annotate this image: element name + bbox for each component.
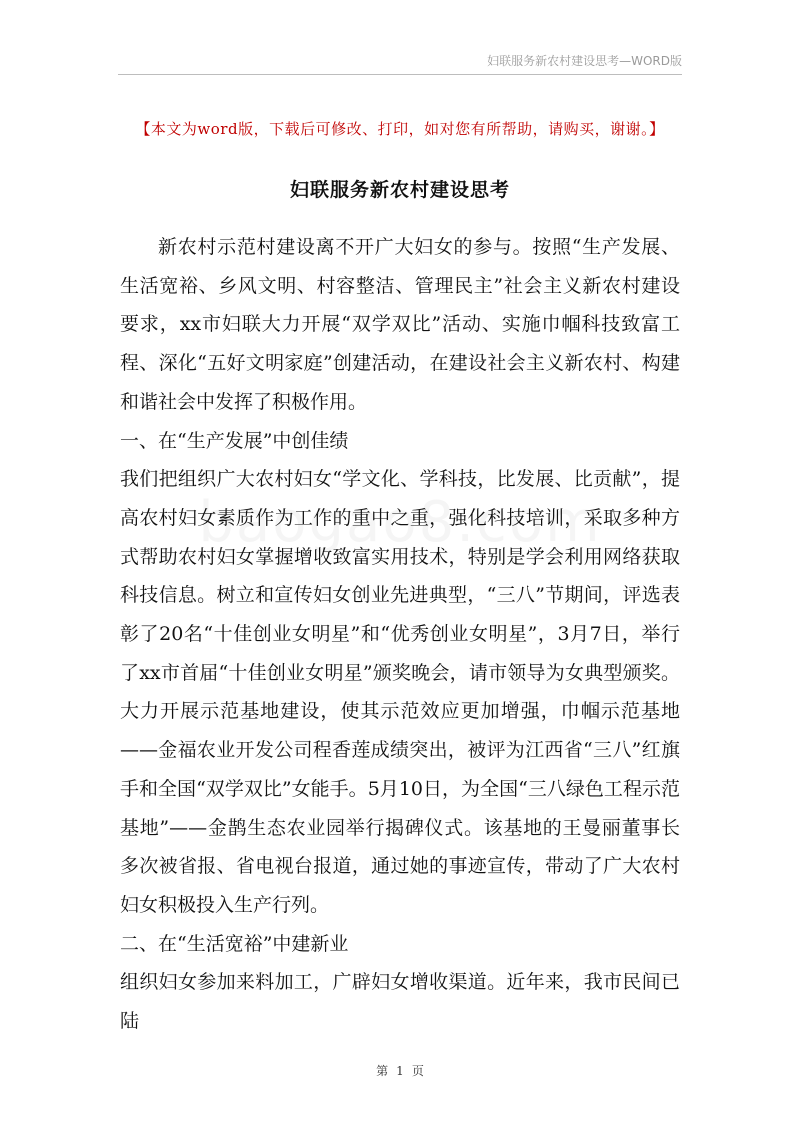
document-body — [120, 228, 680, 1041]
paragraph-section-2: 组织妇女参加来料加工，广辟妇女增收渠道。近年来，我市民间已陆 — [120, 971, 680, 1033]
paragraph-section-1: 我们把组织广大农村妇女“学文化、学科技，比发展、比贡献”，提高农村妇女素质作为工作的重中之重，强化科技培训，采取多种方式帮助农村妇女掌握增收致富实用技术，特别是学会利用网络获取科技信息。树立和宣传妇女创业先进典型，“三八”节期间，评选表彰了20名“十佳创业女明星”和“优秀创业女明星”，3月7日，举行了xx市首届“十佳创业女明星”颁奖晚会，请市领导为女典型颁奖。大力开展示范基地建设，使其示范效应更加增强，巾帼示范基地——金福农业开发公司程香莲成绩突出，被评为江西省“三八”红旗手和全国“双学双比”女能手。5月10日，为全国“三八绿色工程示范基地”——金鹊生态农业园举行揭碑仪式。该基地的王曼丽董事长多次被省报、省电视台报道，通过她的事迹宣传，带动了广大农村妇女积极投入生产行列。 — [120, 468, 680, 916]
document-title: 妇联服务新农村建设思考 — [289, 179, 510, 201]
header-divider — [118, 74, 682, 75]
page-footer — [0, 1062, 800, 1079]
section-heading-2: 二、在“生活宽裕”中建新业 — [120, 932, 349, 955]
paragraph-intro: 新农村示范村建设离不开广大妇女的参与。按照“生产发展、生活宽裕、乡风文明、村容整洁、管理民主”社会主义新农村建设要求，xx市妇联大力开展“双学双比”活动、实施巾帼科技致富工程、深化“五好文明家庭”创建活动，在建设社会主义新农村、构建和谐社会中发挥了积极作用。 — [120, 236, 680, 413]
page-number: 1 — [396, 1064, 404, 1078]
page-header-text: 妇联服务新农村建设思考—WORD版 — [487, 54, 682, 68]
footer-prefix: 第 — [376, 1064, 389, 1078]
download-notice: 【本文为word版，下载后可修改、打印，如对您有所帮助，请购买，谢谢。】 — [135, 120, 665, 138]
footer-suffix: 页 — [411, 1064, 424, 1078]
section-heading-1: 一、在“生产发展”中创佳绩 — [120, 429, 349, 452]
